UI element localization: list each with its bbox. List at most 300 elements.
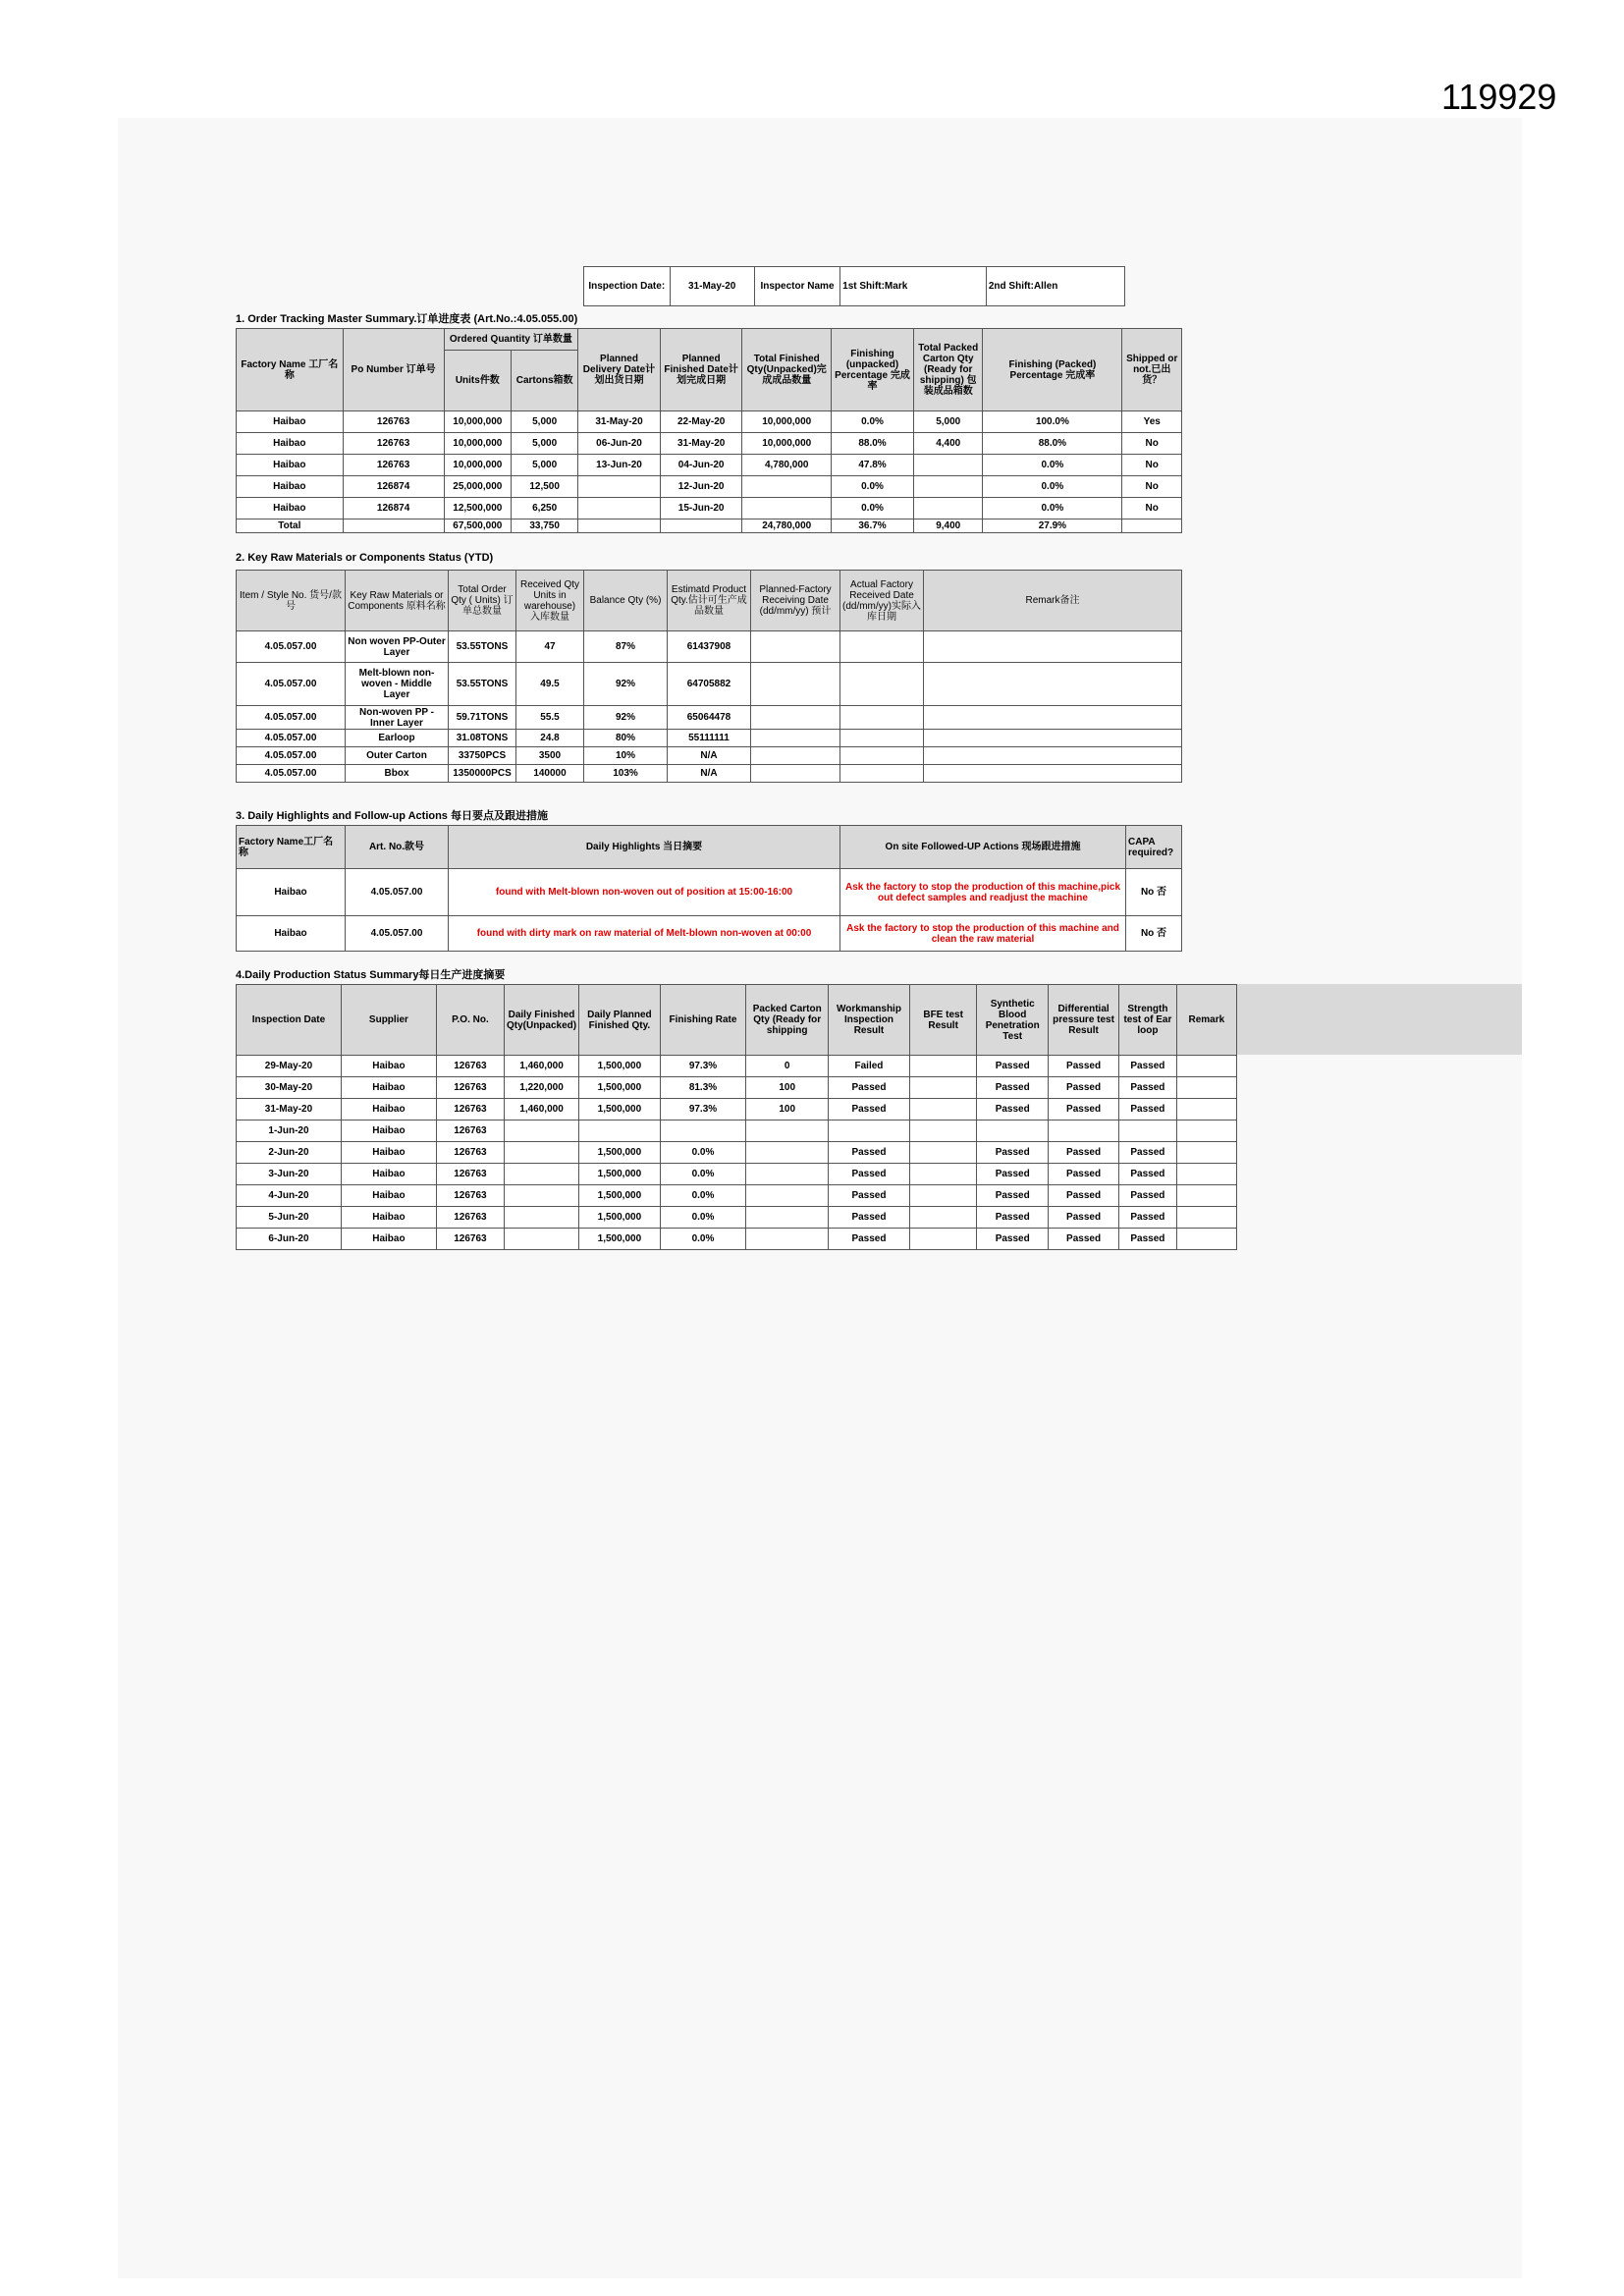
empty-cell	[924, 706, 1182, 730]
table-cell	[742, 498, 831, 519]
table-cell	[1049, 1121, 1119, 1142]
table-cell: Passed	[977, 1164, 1049, 1185]
shift1-value: 1st Shift:Mark	[840, 267, 987, 306]
table-cell	[504, 1207, 578, 1229]
table-cell: 10%	[584, 747, 668, 765]
table-cell: 126763	[436, 1164, 504, 1185]
table-cell: 10,000,000	[444, 455, 512, 476]
table-cell: 3-Jun-20	[237, 1164, 342, 1185]
shift2-value: 2nd Shift:Allen	[986, 267, 1124, 306]
table-cell	[829, 1121, 910, 1142]
col-total-packed: Total Packed Carton Qty (Ready for shipping) 包装成品箱数	[914, 329, 983, 411]
table-cell: 31-May-20	[660, 433, 742, 455]
table-row	[237, 1164, 1237, 1185]
table-cell: 126874	[343, 476, 444, 498]
empty-cell	[840, 706, 924, 730]
table-cell: Haibao	[341, 1121, 436, 1142]
table-cell	[977, 1121, 1049, 1142]
daily-production-table	[236, 984, 1237, 1250]
table-cell: 29-May-20	[237, 1056, 342, 1077]
empty-cell	[751, 730, 840, 747]
table-cell: 53.55TONS	[449, 631, 516, 663]
table-cell: Passed	[1049, 1207, 1119, 1229]
table-cell	[909, 1207, 977, 1229]
table-cell: 4-Jun-20	[237, 1185, 342, 1207]
empty-cell	[840, 631, 924, 663]
table-cell	[909, 1185, 977, 1207]
action-text: Ask the factory to stop the production of this machine and clean the raw material	[840, 916, 1126, 952]
table-cell: No 否	[1126, 916, 1182, 952]
table-cell: Passed	[829, 1164, 910, 1185]
table-cell: Passed	[977, 1185, 1049, 1207]
table-cell: Haibao	[237, 455, 344, 476]
col-header: Finishing Rate	[660, 985, 746, 1056]
col-finishing-pct: Finishing (unpacked) Percentage 完成率	[831, 329, 913, 411]
table-cell: 1,500,000	[579, 1207, 661, 1229]
table-cell: 1,500,000	[579, 1229, 661, 1250]
table-cell: 1,500,000	[579, 1185, 661, 1207]
table-cell: 4.05.057.00	[346, 916, 449, 952]
table-cell: 81.3%	[660, 1077, 746, 1099]
table-cell: 5,000	[914, 411, 983, 433]
table-cell: 55111111	[668, 730, 751, 747]
table-cell	[1176, 1099, 1236, 1121]
col-cartons: Cartons箱数	[512, 351, 578, 411]
table-cell	[504, 1229, 578, 1250]
col-header: Workmanship Inspection Result	[829, 985, 910, 1056]
col-total-order: Total Order Qty ( Units) 订单总数量	[449, 571, 516, 631]
raw-materials-table	[236, 570, 1182, 783]
inspector-name-label: Inspector Name	[754, 267, 839, 306]
daily-production-body	[237, 1056, 1237, 1250]
table-cell: Passed	[1119, 1077, 1177, 1099]
table-cell: 126763	[436, 1099, 504, 1121]
table-row	[237, 1229, 1237, 1250]
table-cell: Passed	[1049, 1056, 1119, 1077]
table-cell: 0.0%	[660, 1185, 746, 1207]
table-row	[237, 1207, 1237, 1229]
table-cell: N/A	[668, 765, 751, 783]
col-received: Received Qty Units in warehouse) 入库数量	[516, 571, 584, 631]
table-cell: 15-Jun-20	[660, 498, 742, 519]
table-cell	[504, 1121, 578, 1142]
table-cell: Passed	[977, 1207, 1049, 1229]
table-cell	[909, 1121, 977, 1142]
table-cell: Passed	[1119, 1142, 1177, 1164]
table-cell	[1176, 1077, 1236, 1099]
table-cell: Haibao	[341, 1099, 436, 1121]
table-cell: Earloop	[346, 730, 449, 747]
table-cell: 1,500,000	[579, 1056, 661, 1077]
col-header: Synthetic Blood Penetration Test	[977, 985, 1049, 1056]
col-art: Art. No.款号	[346, 826, 449, 869]
table-cell: Passed	[1049, 1077, 1119, 1099]
table-cell	[504, 1164, 578, 1185]
inspection-date-value: 31-May-20	[670, 267, 754, 306]
table-cell: 0.0%	[831, 411, 913, 433]
table-row	[237, 1121, 1237, 1142]
empty-cell	[924, 747, 1182, 765]
table-cell: 30-May-20	[237, 1077, 342, 1099]
col-planned-delivery: Planned Delivery Date计划出货日期	[578, 329, 661, 411]
table-cell: 49.5	[516, 663, 584, 706]
table-cell	[746, 1142, 829, 1164]
table-cell: 97.3%	[660, 1099, 746, 1121]
col-units: Units件数	[444, 351, 512, 411]
col-header: BFE test Result	[909, 985, 977, 1056]
table-cell: 12,500	[512, 476, 578, 498]
col-highlights: Daily Highlights 当日摘要	[449, 826, 840, 869]
table-row	[237, 631, 1182, 663]
total-cell: 27.9%	[983, 519, 1122, 533]
table-cell: Haibao	[237, 498, 344, 519]
table-cell	[578, 476, 661, 498]
order-tracking-table	[236, 328, 1182, 533]
table-cell: Passed	[977, 1056, 1049, 1077]
table-row	[237, 1185, 1237, 1207]
table-cell: Haibao	[341, 1077, 436, 1099]
empty-cell	[751, 631, 840, 663]
col-item: Item / Style No. 货号/款号	[237, 571, 346, 631]
daily-highlights-table	[236, 825, 1182, 952]
table-cell: 1350000PCS	[449, 765, 516, 783]
col-header: Supplier	[341, 985, 436, 1056]
table-cell: N/A	[668, 747, 751, 765]
table-cell: 59.71TONS	[449, 706, 516, 730]
empty-cell	[840, 730, 924, 747]
table-cell: 25,000,000	[444, 476, 512, 498]
table-row	[237, 411, 1182, 433]
table-cell: Haibao	[237, 433, 344, 455]
table-cell: 88.0%	[983, 433, 1122, 455]
table-cell: Passed	[829, 1207, 910, 1229]
col-actual-received: Actual Factory Received Date (dd/mm/yy)实际入库日期	[840, 571, 924, 631]
total-cell: 33,750	[512, 519, 578, 533]
table-cell: 97.3%	[660, 1056, 746, 1077]
table-cell: 88.0%	[831, 433, 913, 455]
table-cell: Haibao	[341, 1185, 436, 1207]
table-cell: Passed	[1119, 1207, 1177, 1229]
table-cell: 1,460,000	[504, 1056, 578, 1077]
table-cell: 1,500,000	[579, 1077, 661, 1099]
section2-title: 2. Key Raw Materials or Components Status (YTD)	[236, 552, 494, 564]
table-cell: Passed	[1049, 1185, 1119, 1207]
table-row	[237, 869, 1182, 916]
table-cell: 31-May-20	[578, 411, 661, 433]
table-cell: Haibao	[237, 476, 344, 498]
col-header: Inspection Date	[237, 985, 342, 1056]
table-cell: Haibao	[237, 869, 346, 916]
table-cell: 31.08TONS	[449, 730, 516, 747]
table-cell: 06-Jun-20	[578, 433, 661, 455]
table-cell: 126763	[436, 1229, 504, 1250]
col-shipped: Shipped or not.已出货？	[1122, 329, 1182, 411]
table-cell: 92%	[584, 706, 668, 730]
col-factory: Factory Name工厂名称	[237, 826, 346, 869]
table-cell	[1176, 1207, 1236, 1229]
total-cell: 67,500,000	[444, 519, 512, 533]
table-cell: Haibao	[341, 1164, 436, 1185]
table-cell: 1-Jun-20	[237, 1121, 342, 1142]
table-cell: 5,000	[512, 433, 578, 455]
table-cell: Passed	[1119, 1185, 1177, 1207]
table-cell	[1119, 1121, 1177, 1142]
table-cell: No	[1122, 498, 1182, 519]
empty-cell	[751, 747, 840, 765]
table-cell: 5,000	[512, 455, 578, 476]
table-cell: 1,500,000	[579, 1164, 661, 1185]
table-cell: 2-Jun-20	[237, 1142, 342, 1164]
table-row	[237, 498, 1182, 519]
table-cell: Passed	[829, 1229, 910, 1250]
inspection-date-label: Inspection Date:	[584, 267, 671, 306]
table-row	[237, 730, 1182, 747]
col-finishing-packed: Finishing (Packed) Percentage 完成率	[983, 329, 1122, 411]
document-number: 119929	[1441, 77, 1557, 117]
table-cell	[909, 1164, 977, 1185]
table-row	[237, 765, 1182, 783]
table-cell: Bbox	[346, 765, 449, 783]
table-cell: Passed	[829, 1099, 910, 1121]
raw-materials-body	[237, 631, 1182, 783]
empty-cell	[924, 631, 1182, 663]
table-cell: No 否	[1126, 869, 1182, 916]
table-cell: Passed	[829, 1077, 910, 1099]
col-header: P.O. No.	[436, 985, 504, 1056]
table-cell: 0.0%	[983, 455, 1122, 476]
table-cell: 4.05.057.00	[237, 730, 346, 747]
table-cell: Passed	[829, 1185, 910, 1207]
table-cell: 12,500,000	[444, 498, 512, 519]
table-cell: 12-Jun-20	[660, 476, 742, 498]
table-cell	[742, 476, 831, 498]
table-cell: 3500	[516, 747, 584, 765]
table-row	[237, 1056, 1237, 1077]
table-cell: 24.8	[516, 730, 584, 747]
table-cell: Passed	[1119, 1164, 1177, 1185]
empty-cell	[751, 765, 840, 783]
table-cell: 0.0%	[831, 498, 913, 519]
table-cell: Passed	[1049, 1099, 1119, 1121]
table-cell: 0.0%	[831, 476, 913, 498]
table-cell: No	[1122, 476, 1182, 498]
table-cell: Non-woven PP -Inner Layer	[346, 706, 449, 730]
table-cell: 10,000,000	[742, 411, 831, 433]
col-po: Po Number 订单号	[343, 329, 444, 411]
table-cell: 126874	[343, 498, 444, 519]
col-header: Remark	[1176, 985, 1236, 1056]
table-cell: Haibao	[341, 1229, 436, 1250]
table-cell	[909, 1099, 977, 1121]
table-cell: Passed	[977, 1099, 1049, 1121]
table-cell	[504, 1185, 578, 1207]
table-cell: 4,780,000	[742, 455, 831, 476]
table-cell: 61437908	[668, 631, 751, 663]
table-cell: 100.0%	[983, 411, 1122, 433]
table-cell	[914, 476, 983, 498]
table-cell: 4.05.057.00	[237, 706, 346, 730]
table-cell: 126763	[436, 1207, 504, 1229]
table-cell: 92%	[584, 663, 668, 706]
inspection-header-table	[583, 266, 1125, 306]
highlight-text: found with dirty mark on raw material of Melt-blown non-woven at 00:00	[449, 916, 840, 952]
table-cell: 0.0%	[660, 1207, 746, 1229]
table-cell: 5-Jun-20	[237, 1207, 342, 1229]
order-tracking-body	[237, 411, 1182, 533]
table-cell: 0	[746, 1056, 829, 1077]
table-cell: 0.0%	[660, 1164, 746, 1185]
table-cell	[914, 498, 983, 519]
table-cell: 4.05.057.00	[346, 869, 449, 916]
table-cell: 0.0%	[983, 476, 1122, 498]
table-cell: Passed	[1119, 1056, 1177, 1077]
col-header: Strength test of Ear loop	[1119, 985, 1177, 1056]
table-cell: 6,250	[512, 498, 578, 519]
empty-cell	[840, 765, 924, 783]
col-material: Key Raw Materials or Components 原料名称	[346, 571, 449, 631]
table-cell: 04-Jun-20	[660, 455, 742, 476]
col-actions: On site Followed-UP Actions 现场跟进措施	[840, 826, 1126, 869]
table-cell: 10,000,000	[742, 433, 831, 455]
section3-title: 3. Daily Highlights and Follow-up Actions 每日要点及跟进措施	[236, 810, 548, 822]
section4-title: 4.Daily Production Status Summary每日生产进度摘要	[236, 969, 506, 981]
table-cell	[746, 1164, 829, 1185]
table-cell: Passed	[977, 1229, 1049, 1250]
table-cell: 0.0%	[660, 1229, 746, 1250]
total-cell: 9,400	[914, 519, 983, 533]
total-cell	[660, 519, 742, 533]
table-cell: Passed	[829, 1142, 910, 1164]
daily-highlights-body	[237, 869, 1182, 952]
table-cell: 6-Jun-20	[237, 1229, 342, 1250]
total-cell	[343, 519, 444, 533]
table-cell: 126763	[343, 455, 444, 476]
total-cell: 36.7%	[831, 519, 913, 533]
table-row	[237, 706, 1182, 730]
table-row	[237, 916, 1182, 952]
table-cell: Haibao	[237, 916, 346, 952]
table-cell: Haibao	[341, 1142, 436, 1164]
col-header: Daily Planned Finished Qty.	[579, 985, 661, 1056]
table-cell: 1,460,000	[504, 1099, 578, 1121]
table-cell	[1176, 1229, 1236, 1250]
table-cell	[746, 1185, 829, 1207]
table-cell	[746, 1229, 829, 1250]
col-header: Daily Finished Qty(Unpacked)	[504, 985, 578, 1056]
table-cell: 1,220,000	[504, 1077, 578, 1099]
table-cell	[1176, 1142, 1236, 1164]
table-cell: 4,400	[914, 433, 983, 455]
table-cell: 47.8%	[831, 455, 913, 476]
empty-cell	[751, 706, 840, 730]
table-cell: 126763	[436, 1121, 504, 1142]
table-cell	[578, 498, 661, 519]
col-header: Differential pressure test Result	[1049, 985, 1119, 1056]
total-row	[237, 519, 1182, 533]
table-cell: Passed	[977, 1142, 1049, 1164]
table-row	[237, 747, 1182, 765]
table-cell: 22-May-20	[660, 411, 742, 433]
table-row	[237, 1077, 1237, 1099]
table-cell	[1176, 1121, 1236, 1142]
table-cell: Passed	[1119, 1099, 1177, 1121]
section1-title: 1. Order Tracking Master Summary.订单进度表 (Art.No.:4.05.055.00)	[236, 313, 578, 325]
table-cell: Haibao	[341, 1207, 436, 1229]
table-cell: 55.5	[516, 706, 584, 730]
table-cell: 4.05.057.00	[237, 747, 346, 765]
col-ordered: Ordered Quantity 订单数量	[444, 329, 578, 351]
table-cell: Melt-blown non-woven - Middle Layer	[346, 663, 449, 706]
table-cell: 87%	[584, 631, 668, 663]
empty-cell	[840, 663, 924, 706]
action-text: Ask the factory to stop the production of this machine,pick out defect samples and readjust the machine	[840, 869, 1126, 916]
table-cell: 80%	[584, 730, 668, 747]
table-cell	[914, 455, 983, 476]
table-cell: 126763	[436, 1185, 504, 1207]
table-cell	[909, 1056, 977, 1077]
table-cell	[504, 1142, 578, 1164]
table-cell: Passed	[1049, 1229, 1119, 1250]
table-cell	[660, 1121, 746, 1142]
highlight-text: found with Melt-blown non-woven out of position at 15:00-16:00	[449, 869, 840, 916]
table-cell: 10,000,000	[444, 411, 512, 433]
table-cell: Passed	[977, 1077, 1049, 1099]
header-grey-band	[1229, 984, 1522, 1055]
table-cell: 10,000,000	[444, 433, 512, 455]
table-row	[237, 455, 1182, 476]
table-row	[237, 476, 1182, 498]
col-balance: Balance Qty (%)	[584, 571, 668, 631]
col-planned-finished: Planned Finished Date计划完成日期	[660, 329, 742, 411]
table-cell: 100	[746, 1099, 829, 1121]
table-cell: 0.0%	[660, 1142, 746, 1164]
total-cell: 24,780,000	[742, 519, 831, 533]
table-cell	[579, 1121, 661, 1142]
col-header: Packed Carton Qty (Ready for shipping	[746, 985, 829, 1056]
empty-cell	[751, 663, 840, 706]
table-row	[237, 663, 1182, 706]
table-row	[237, 433, 1182, 455]
table-cell: 5,000	[512, 411, 578, 433]
table-cell: 126763	[436, 1056, 504, 1077]
table-cell: 47	[516, 631, 584, 663]
table-cell	[1176, 1164, 1236, 1185]
total-cell	[578, 519, 661, 533]
table-row	[237, 1099, 1237, 1121]
table-cell: 13-Jun-20	[578, 455, 661, 476]
empty-cell	[924, 765, 1182, 783]
table-cell: 103%	[584, 765, 668, 783]
table-cell: 126763	[436, 1142, 504, 1164]
col-estimated: Estimatd Product Qty.估计可生产成品数量	[668, 571, 751, 631]
table-cell	[1176, 1056, 1236, 1077]
table-cell: 126763	[343, 411, 444, 433]
table-cell: No	[1122, 433, 1182, 455]
table-cell	[1176, 1185, 1236, 1207]
table-cell	[909, 1142, 977, 1164]
table-cell: 1,500,000	[579, 1142, 661, 1164]
table-cell: Yes	[1122, 411, 1182, 433]
empty-cell	[840, 747, 924, 765]
table-cell	[746, 1207, 829, 1229]
col-factory: Factory Name 工厂名称	[237, 329, 344, 411]
table-cell: Failed	[829, 1056, 910, 1077]
table-cell: 126763	[436, 1077, 504, 1099]
total-cell	[1122, 519, 1182, 533]
table-cell: 33750PCS	[449, 747, 516, 765]
table-cell: 0.0%	[983, 498, 1122, 519]
table-cell	[909, 1229, 977, 1250]
